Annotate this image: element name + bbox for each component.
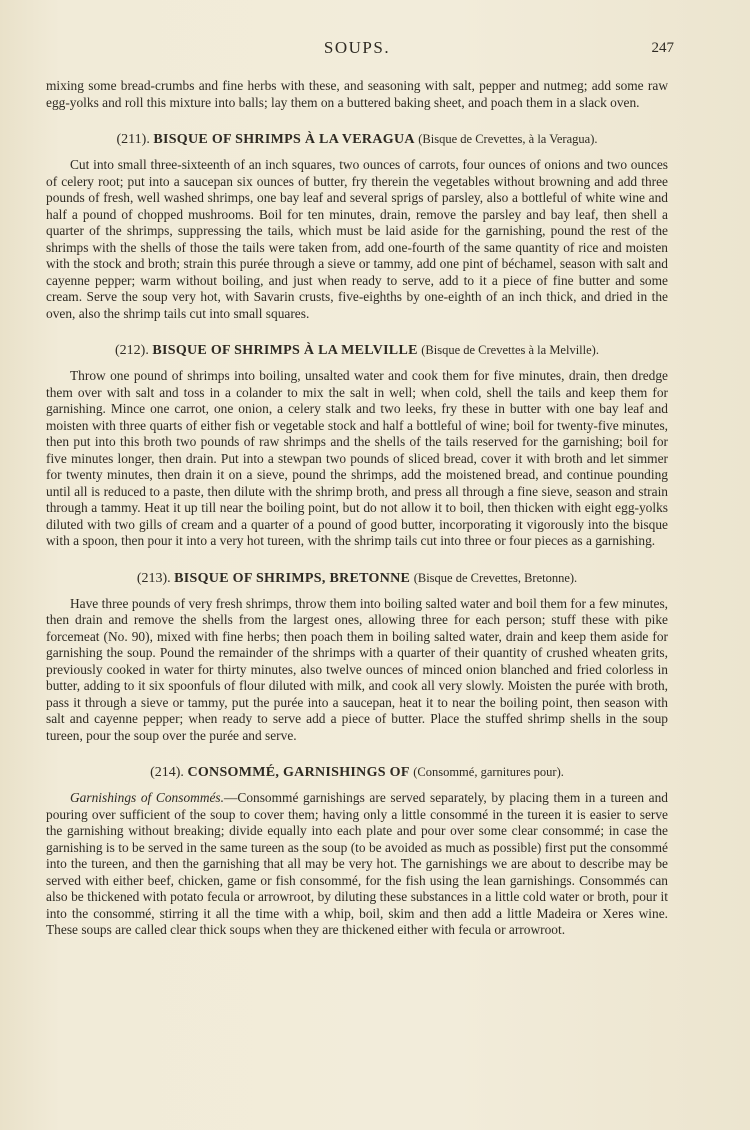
recipe-title: BISQUE OF SHRIMPS À LA VERAGUA xyxy=(153,132,415,147)
recipe-number: (213). xyxy=(136,570,171,586)
recipe-body-213: Have three pounds of very fresh shrimps, throw them into boiling salted water and boil them for a few minutes, then drain and remove the shells from the largest ones, allowing three for each person; stuff these with pike forcemeat (No. 90), mixed with fine herbs; then poach them in boiling salted water, drain and keep them aside for garnishing the soup. Pound the remainder of the shrimps with a quarter of their quantity of crushed wheaten grits, previously cooked in water for thirty minutes, also twelve ounces of minced onion blanched and fried colorless in butter, adding to it six spoonfuls of flour diluted with milk, and cook all very slowly. Moisten the purée with broth, pass it through a sieve or tammy, put the purée into a saucepan, heat it to near the boiling point, then season with salt and cayenne pepper; when ready to serve add a piece of butter. Place the stuffed shrimp shells in the soup tureen, pour the soup over the purée and serve. xyxy=(46,595,668,743)
recipe-heading-211 xyxy=(46,131,668,148)
recipe-title: BISQUE OF SHRIMPS À LA MELVILLE xyxy=(152,343,418,358)
recipe-french-title: (Bisque de Crevettes à la Melville). xyxy=(421,343,599,357)
recipe-french-title: (Bisque de Crevettes, à la Veragua). xyxy=(418,132,598,146)
recipe-heading-212 xyxy=(46,342,668,359)
recipe-title: BISQUE OF SHRIMPS, BRETONNE xyxy=(174,570,411,586)
recipe-number: (211). xyxy=(116,132,150,147)
recipe-heading-213 xyxy=(46,570,668,587)
continued-paragraph: mixing some bread-crumbs and fine herbs with these, and seasoning with salt, pepper and nutmeg; add some raw egg-yolks and roll this mixture into balls; lay them on a buttered baking sheet, and poach them in a slack oven. xyxy=(46,78,668,110)
recipe-lead-in: Garnishings of Consommés. xyxy=(70,790,224,805)
recipe-title: CONSOMMÉ, GARNISHINGS OF xyxy=(187,765,410,780)
recipe-body-212: Throw one pound of shrimps into boiling, unsalted water and cook them for five minutes, drain, then dredge them over with salt and toss in a colander to mix the salt in well; when cold, shell the tails and keep them for garnishing. Mince one carrot, one onion, a celery stalk and two leeks, fry these in butter with one bay leaf and moisten with three quarts of either fish or vegetable stock and half a bottleful of wine; boil for twenty-five minutes, then put into this broth two pounds of raw shrimps and the shells of the tails reserved for the garnishing; boil for five minutes longer, then drain. Put into a stewpan two pounds of sliced bread, cover it with broth and let simmer for twenty minutes, then drain it on a sieve, pound the shrimps, add the moistened bread, and continue pounding until all is reduced to a paste, then dilute with the shrimp broth, and press all through a fine sieve, season and strain through a tammy. Heat it up till near the boiling point, but do not allow it to boil, then thicken with eight egg-yolks diluted with two gills of cream and a quarter of a pound of good butter, incorporating it vigorously into the bisque with a spoon, then pour it into a very hot tureen, with the shrimp tails cut into three or four pieces as a garnishing. xyxy=(46,368,668,548)
recipe-number: (212). xyxy=(115,343,149,358)
recipe-french-title: (Bisque de Crevettes, Bretonne). xyxy=(413,570,578,585)
recipe-body-214 xyxy=(46,790,668,939)
recipe-body-text: —Consommé garnishings are served separately, by placing them in a tureen and pouring over sufficient of the soup to cover them; having only a little consommé in the tureen it is easier to serve the garnishing without breaking; divide equally into each plate and pour over some clear consommé; in case the garnishing is to be served in the same tureen as the soup (to be avoided as much as possible) first put the consommé into the tureen, and then the garnishing that all may be very hot. The garnishings we are about to describe may be served with either beef, chicken, game or fish consommé, for the fish using the lean garnishings. Consommés can also be thickened with potato fecula or arrowroot, by diluting these substances in a little cold water or broth, pour it into the consommé, stirring it all the time with a whip, boil, skim and then add a little Madeira or Xeres wine. These soups are called clear thick soups when they are thickened either with fecula or arrowroot. xyxy=(46,790,668,937)
recipe-body-211: Cut into small three-sixteenth of an inch squares, two ounces of carrots, four ounces of onions and two ounces of celery root; put into a saucepan six ounces of butter, fry therein the vegetables without browning and add three pounds of fresh, well washed shrimps, one bay leaf and several sprigs of parsley, also a bottleful of white wine and half a pound of chopped mushrooms. Boil for ten minutes, drain, remove the parsley and bay leaf, then shell a quarter of the shrimps, suppressing the tails, which must be laid aside for the garnishing, pound the rest of the shrimps with the shells of those the tails were taken from, add one-fourth of the same quantity of rice and moisten with the stock and broth; strain this purée through a sieve or tammy, add one pint of béchamel, season with salt and cayenne pepper; warm without boiling, and just when ready to serve, add to it a piece of fine butter and some cream. Serve the soup very hot, with Savarin crusts, five-eighths by one-eighth of an inch thick, and dried in the oven, also the shrimp tails cut into small squares. xyxy=(46,157,668,321)
recipe-number: (214). xyxy=(150,765,184,780)
running-title: SOUPS. xyxy=(323,38,391,57)
recipe-heading-214 xyxy=(46,764,668,781)
running-header xyxy=(46,38,674,64)
recipe-french-title: (Consommé, garnitures pour). xyxy=(413,765,564,779)
page-number: 247 xyxy=(651,40,674,56)
